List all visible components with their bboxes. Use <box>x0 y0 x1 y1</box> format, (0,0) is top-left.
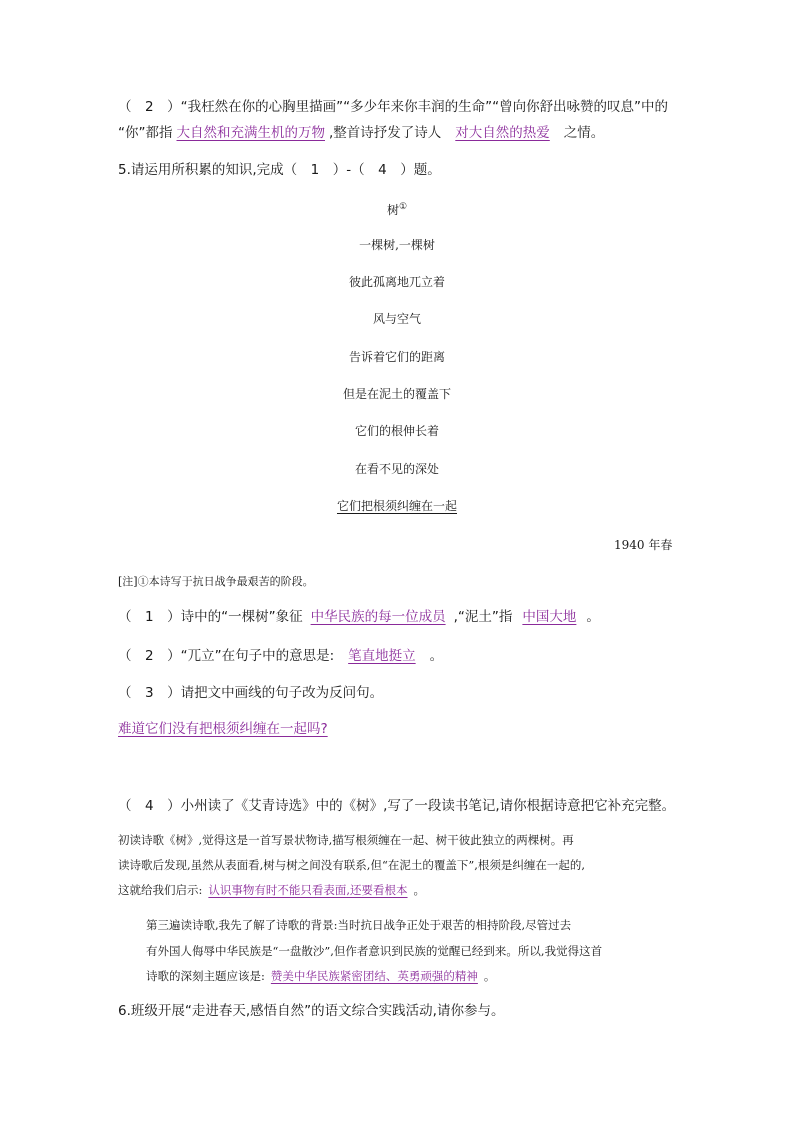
s2-post: 。 <box>429 648 444 664</box>
s2-pre: “兀立”在句子中的意思是: <box>180 648 335 664</box>
poem-line: 但是在泥土的覆盖下 <box>342 387 451 401</box>
q2-line2-pre: “你”都指 <box>118 125 173 141</box>
notes-p2-l3-pre: 诗歌的深刻主题应该是: <box>146 969 265 983</box>
s3-number: （ 3 ） <box>118 685 181 701</box>
poem-date: 1940 年春 <box>614 538 673 552</box>
poem-line: 一棵树,一棵树 <box>359 238 435 252</box>
notes-p2-l2: 有外国人侮辱中华民族是“一盘散沙”,但作者意识到民族的觉醒已经到来。所以,我觉得这首 <box>146 944 603 958</box>
q2-number: （ 2 ） <box>118 99 181 115</box>
s3-line <box>118 684 383 702</box>
poem-line: 彼此孤离地兀立着 <box>348 275 445 289</box>
s1-post: 。 <box>586 609 600 625</box>
q2-line1 <box>118 98 668 116</box>
q2-text: “我枉然在你的心胸里描画”“多少年来你丰润的生命”“曾向你舒出咏赞的叹息”中的 <box>180 99 669 115</box>
s3-answer: 难道它们没有把根须纠缠在一起吗? <box>118 721 328 737</box>
poem-underlined-line: 它们把根须纠缠在一起 <box>336 499 457 513</box>
notes-p1-l2: 读诗歌后发现,虽然从表面看,树与树之间没有联系,但“在泥土的覆盖下”,根须是纠缠在一起的, <box>118 858 586 872</box>
notes-p1-l3-post: 。 <box>413 883 426 897</box>
s1-mid: ,“泥土”指 <box>453 609 513 625</box>
s2-answer: 笔直地挺立 <box>348 648 416 664</box>
s4-number: （ 4 ） <box>118 798 181 814</box>
notes-p1-l3 <box>118 881 425 899</box>
notes-p1-l3-pre: 这就给我们启示: <box>118 883 203 897</box>
q2-line2 <box>118 124 604 142</box>
q5-title: 5.请运用所积累的知识,完成（ 1 ）-（ 4 ）题。 <box>118 162 441 178</box>
q6-title: 6.班级开展“走进春天,感悟自然”的语文综合实践活动,请你参与。 <box>118 1003 505 1019</box>
poem-title <box>0 199 794 218</box>
notes-p2-l3-post: 。 <box>483 969 496 983</box>
s4-text: 小州读了《艾青诗选》中的《树》,写了一段读书笔记,请你根据诗意把它补充完整。 <box>180 798 676 814</box>
poem-note-mark: ① <box>398 202 408 212</box>
s1-answer-1: 中华民族的每一位成员 <box>310 609 446 625</box>
notes-p1-answer: 认识事物有时不能只看表面,还要看根本 <box>208 883 408 897</box>
s1-pre: 诗中的“一棵树”象征 <box>180 609 303 625</box>
poem-line: 它们的根伸长着 <box>354 424 439 438</box>
poem-title-text: 树 <box>386 203 399 217</box>
notes-p2-l1: 第三遍读诗歌,我先了解了诗歌的背景:当时抗日战争正处于艰苦的相持阶段,尽管过去 <box>146 918 572 932</box>
q2-line2-mid: ,整首诗抒发了诗人 <box>329 125 442 141</box>
q2-line2-post: 之情。 <box>563 125 605 141</box>
s3-text: 请把文中画线的句子改为反问句。 <box>180 685 384 701</box>
poem-line: 告诉着它们的距离 <box>348 350 445 364</box>
poem-line: 风与空气 <box>372 312 421 326</box>
notes-p2-l3 <box>146 967 495 985</box>
notes-p1-l1: 初读诗歌《树》,觉得这是一首写景状物诗,描写根须缠在一起、树干彼此独立的两棵树。再 <box>118 833 574 847</box>
s1-line <box>118 608 600 626</box>
poem-line: 在看不见的深处 <box>354 462 439 476</box>
s2-number: （ 2 ） <box>118 648 181 664</box>
s4-line <box>118 797 675 815</box>
s1-answer-2: 中国大地 <box>522 609 577 625</box>
poem-footnote: [注]①本诗写于抗日战争最艰苦的阶段。 <box>118 575 314 588</box>
q2-answer-1: 大自然和充满生机的万物 <box>176 125 325 141</box>
notes-p2-answer: 赞美中华民族紧密团结、英勇顽强的精神 <box>270 969 478 983</box>
q2-answer-2: 对大自然的热爱 <box>455 125 550 141</box>
s1-number: （ 1 ） <box>118 609 181 625</box>
s2-line <box>118 647 443 665</box>
